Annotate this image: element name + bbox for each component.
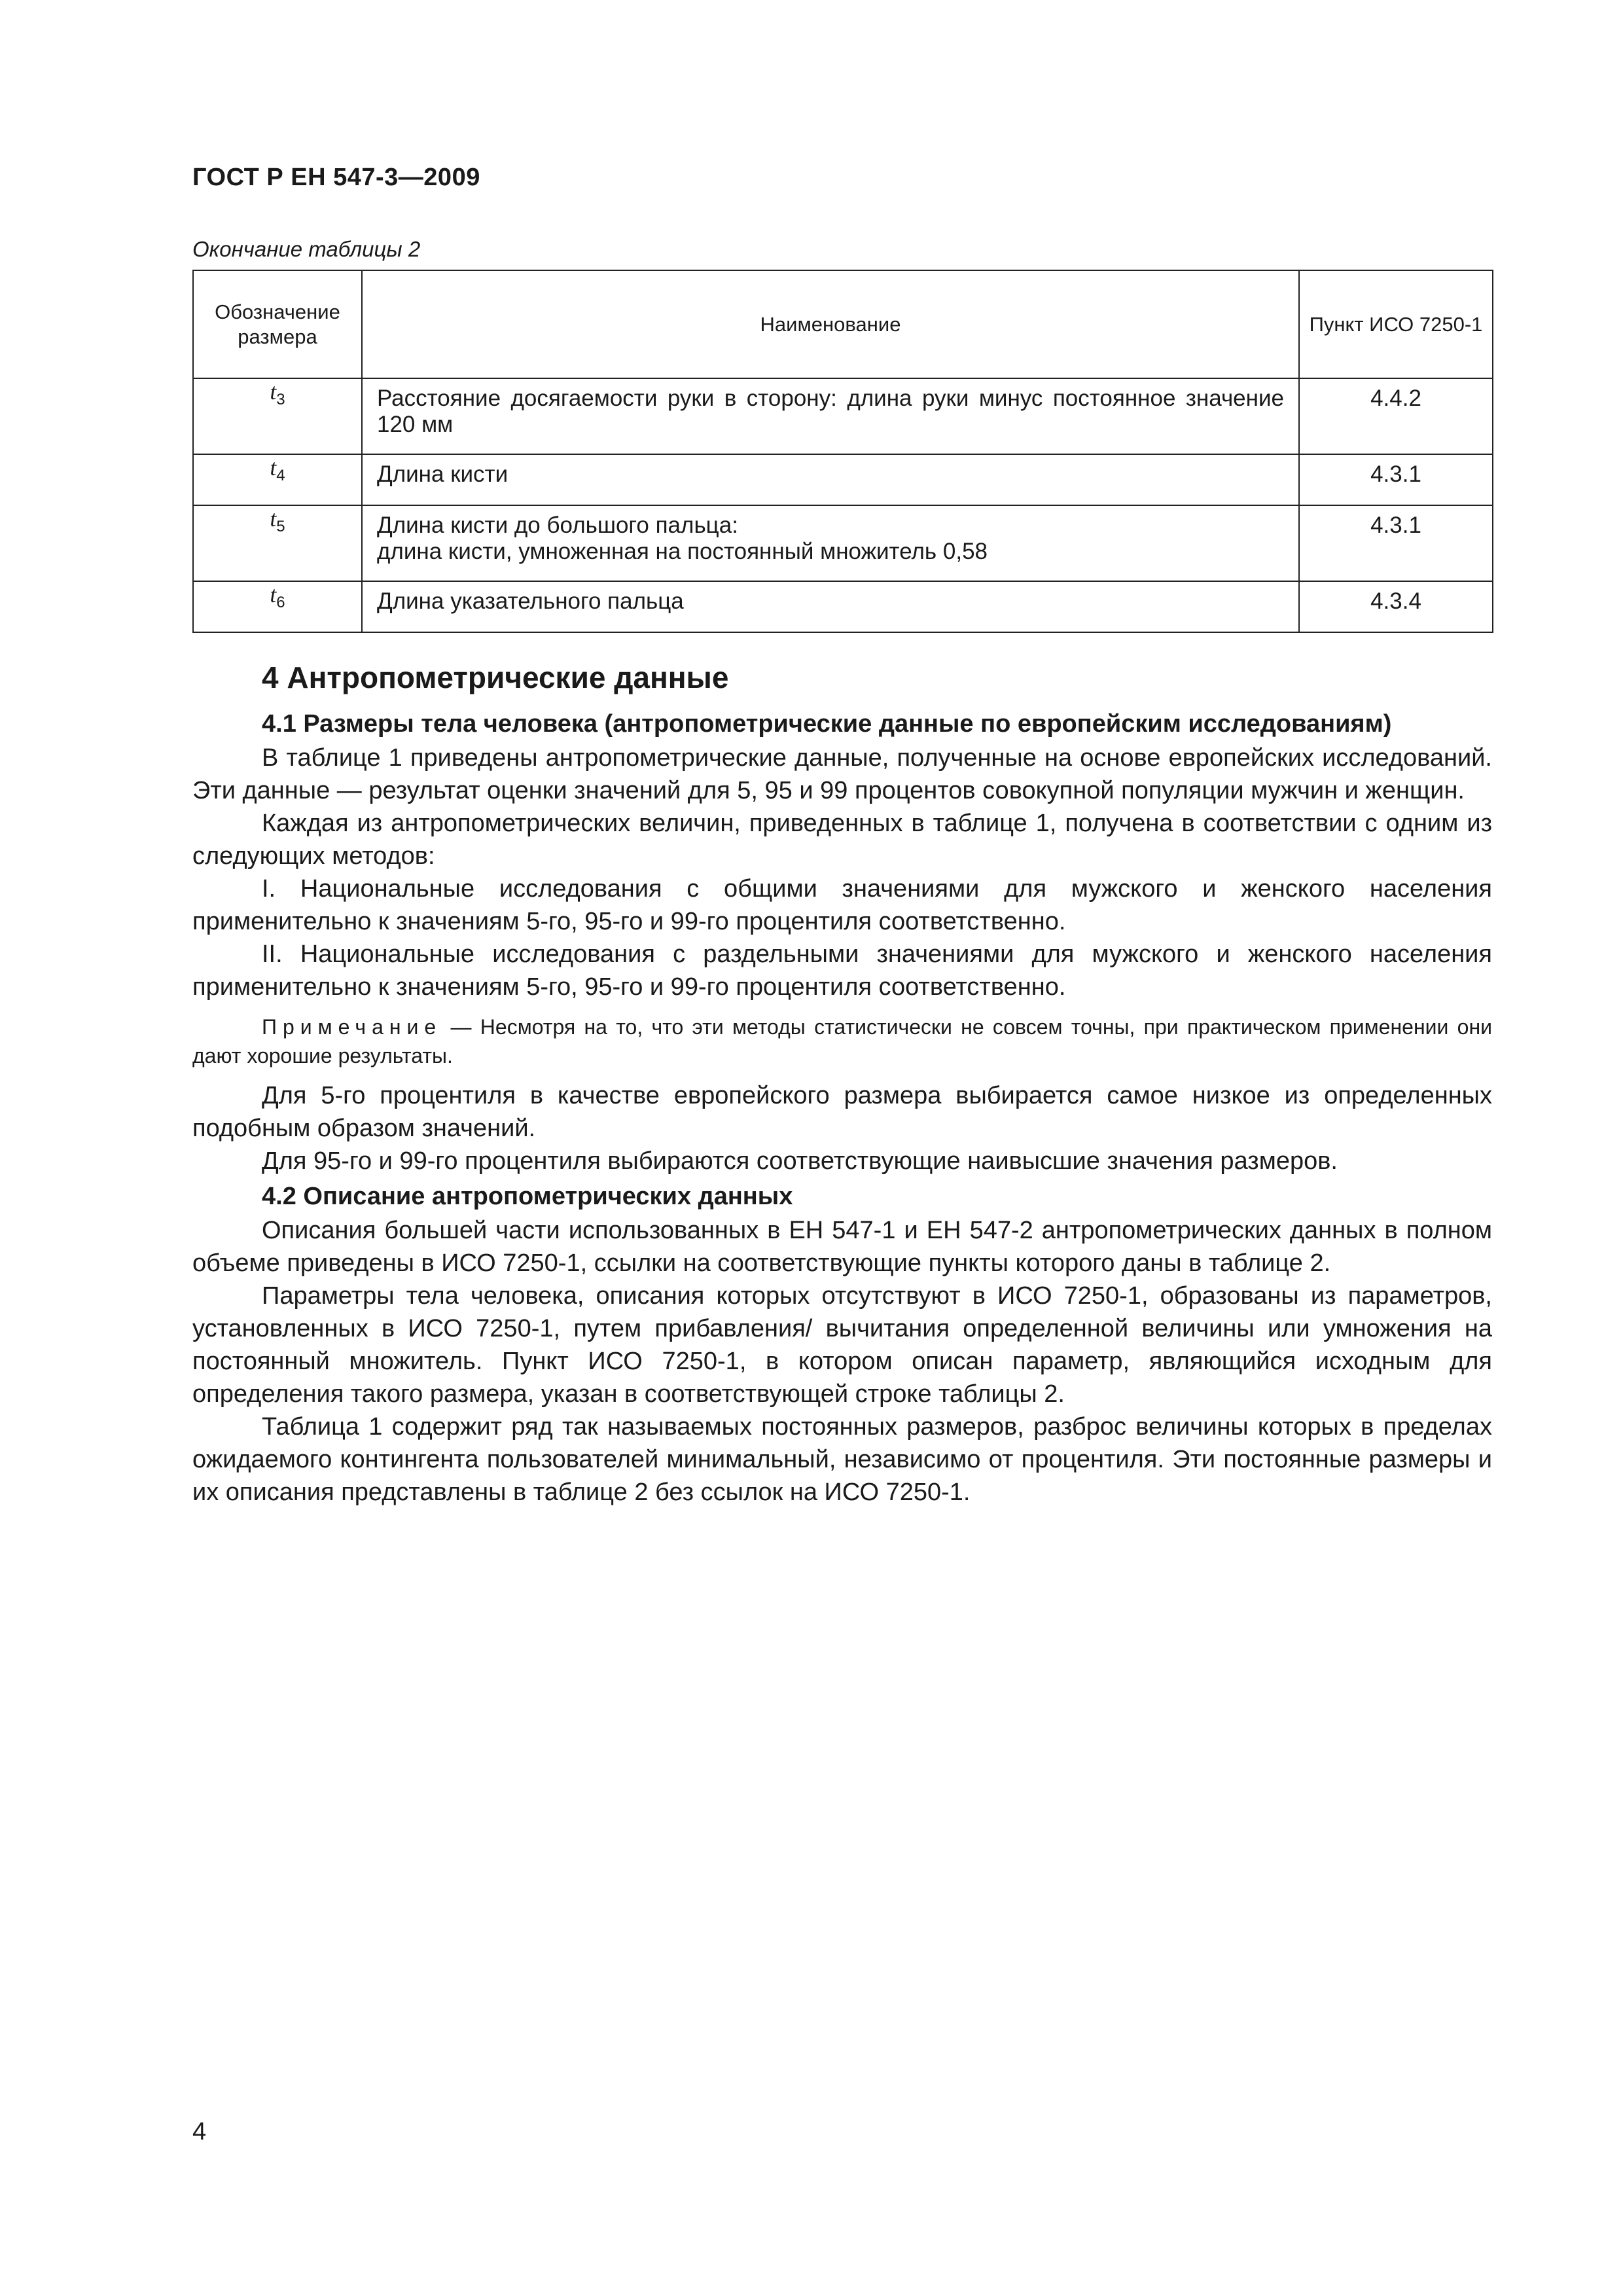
paragraph: I. Национальные исследования с общими значениями для мужского и женского населения применительно к значениям 5-го, 95-го и 99-го процентиля соответственно. <box>192 875 1492 935</box>
section-title: 4 Антропометрические данные <box>262 660 729 694</box>
note-text: — Несмотря на то, что эти методы статистически не совсем точны, при практическом применении они дают хорошие результаты. <box>192 1015 1492 1067</box>
symbol-cell: $t_3$ <box>193 378 362 454</box>
subsection-title: 4.1 Размеры тела человека (антропометрические данные по европейским исследованиям) <box>262 710 1392 738</box>
paragraph: Для 5-го процентиля в качестве европейского размера выбирается самое низкое из определенных подобным образом значений. <box>192 1082 1492 1142</box>
paragraph: Таблица 1 содержит ряд так называемых постоянных размеров, разброс величины которых в пределах ожидаемого контингента пользователей минимальный, независимо от процентиля. Эти постоянные размеры и их описания представлены в таблице 2 без ссылок на ИСО 7250-1. <box>192 1413 1492 1506</box>
dimensions-table <box>192 270 1493 633</box>
paragraph: Для 95-го и 99-го процентиля выбираются соответствующие наивысшие значения размеров. <box>262 1147 1338 1175</box>
note-label: Примечание <box>262 1015 442 1039</box>
table-row <box>193 505 1493 581</box>
name-cell: Расстояние досягаемости руки в сторону: длина руки минус постоянное значение 120 мм <box>362 378 1299 454</box>
paragraph: Параметры тела человека, описания которых отсутствуют в ИСО 7250-1, образованы из параметров, установленных в ИСО 7250-1, путем прибавления/ вычитания определенной величины или умножения на постоянный множитель. Пункт ИСО 7250-1, в котором описан параметр, являющийся исходным для определения такого размера, указан в соответствующей строке таблицы 2. <box>192 1282 1492 1408</box>
table-row <box>193 581 1493 632</box>
subsection-title: 4.2 Описание антропометрических данных <box>262 1183 793 1210</box>
document-code: ГОСТ Р ЕН 547-3—2009 <box>192 164 480 191</box>
note <box>192 1013 1492 1070</box>
clause-cell: 4.3.1 <box>1299 505 1493 581</box>
paragraph: Каждая из антропометрических величин, приведенных в таблице 1, получена в соответствии с одним из следующих методов: <box>192 810 1492 870</box>
section-4 <box>192 658 1492 1509</box>
name-line: длина кисти, умноженная на постоянный множитель 0,58 <box>377 539 988 564</box>
name-cell: Длина указательного пальца <box>362 581 1299 632</box>
clause-cell: 4.3.1 <box>1299 454 1493 505</box>
paragraph: Описания большей части использованных в ЕН 547-1 и ЕН 547-2 антропометрических данных в полном объеме приведены в ИСО 7250-1, ссылки на соответствующие пункты которого даны в таблице 2. <box>192 1217 1492 1277</box>
header-clause: Пункт ИСО 7250-1 <box>1299 270 1493 378</box>
symbol-cell: $t_4$ <box>193 454 362 505</box>
name-line: Длина кисти до большого пальца: <box>377 512 738 538</box>
name-cell: Длина кисти <box>362 454 1299 505</box>
symbol-cell: $t_6$ <box>193 581 362 632</box>
header-symbol: Обозначение размера <box>193 270 362 378</box>
clause-cell: 4.3.4 <box>1299 581 1493 632</box>
clause-cell: 4.4.2 <box>1299 378 1493 454</box>
page-number: 4 <box>192 2118 207 2145</box>
name-cell <box>362 505 1299 581</box>
paragraph: В таблице 1 приведены антропометрические данные, полученные на основе европейских исследований. Эти данные — результат оценки значений для 5, 95 и 99 процентов совокупной популяции мужчин и женщин. <box>192 744 1492 804</box>
table-header-row <box>193 270 1493 378</box>
header-name: Наименование <box>362 270 1299 378</box>
paragraph: II. Национальные исследования с раздельными значениями для мужского и женского населения применительно к значениям 5-го, 95-го и 99-го процентиля соответственно. <box>192 941 1492 1001</box>
symbol-cell: $t_5$ <box>193 505 362 581</box>
table-caption: Окончание таблицы 2 <box>192 237 421 261</box>
table-row <box>193 454 1493 505</box>
table-row <box>193 378 1493 454</box>
